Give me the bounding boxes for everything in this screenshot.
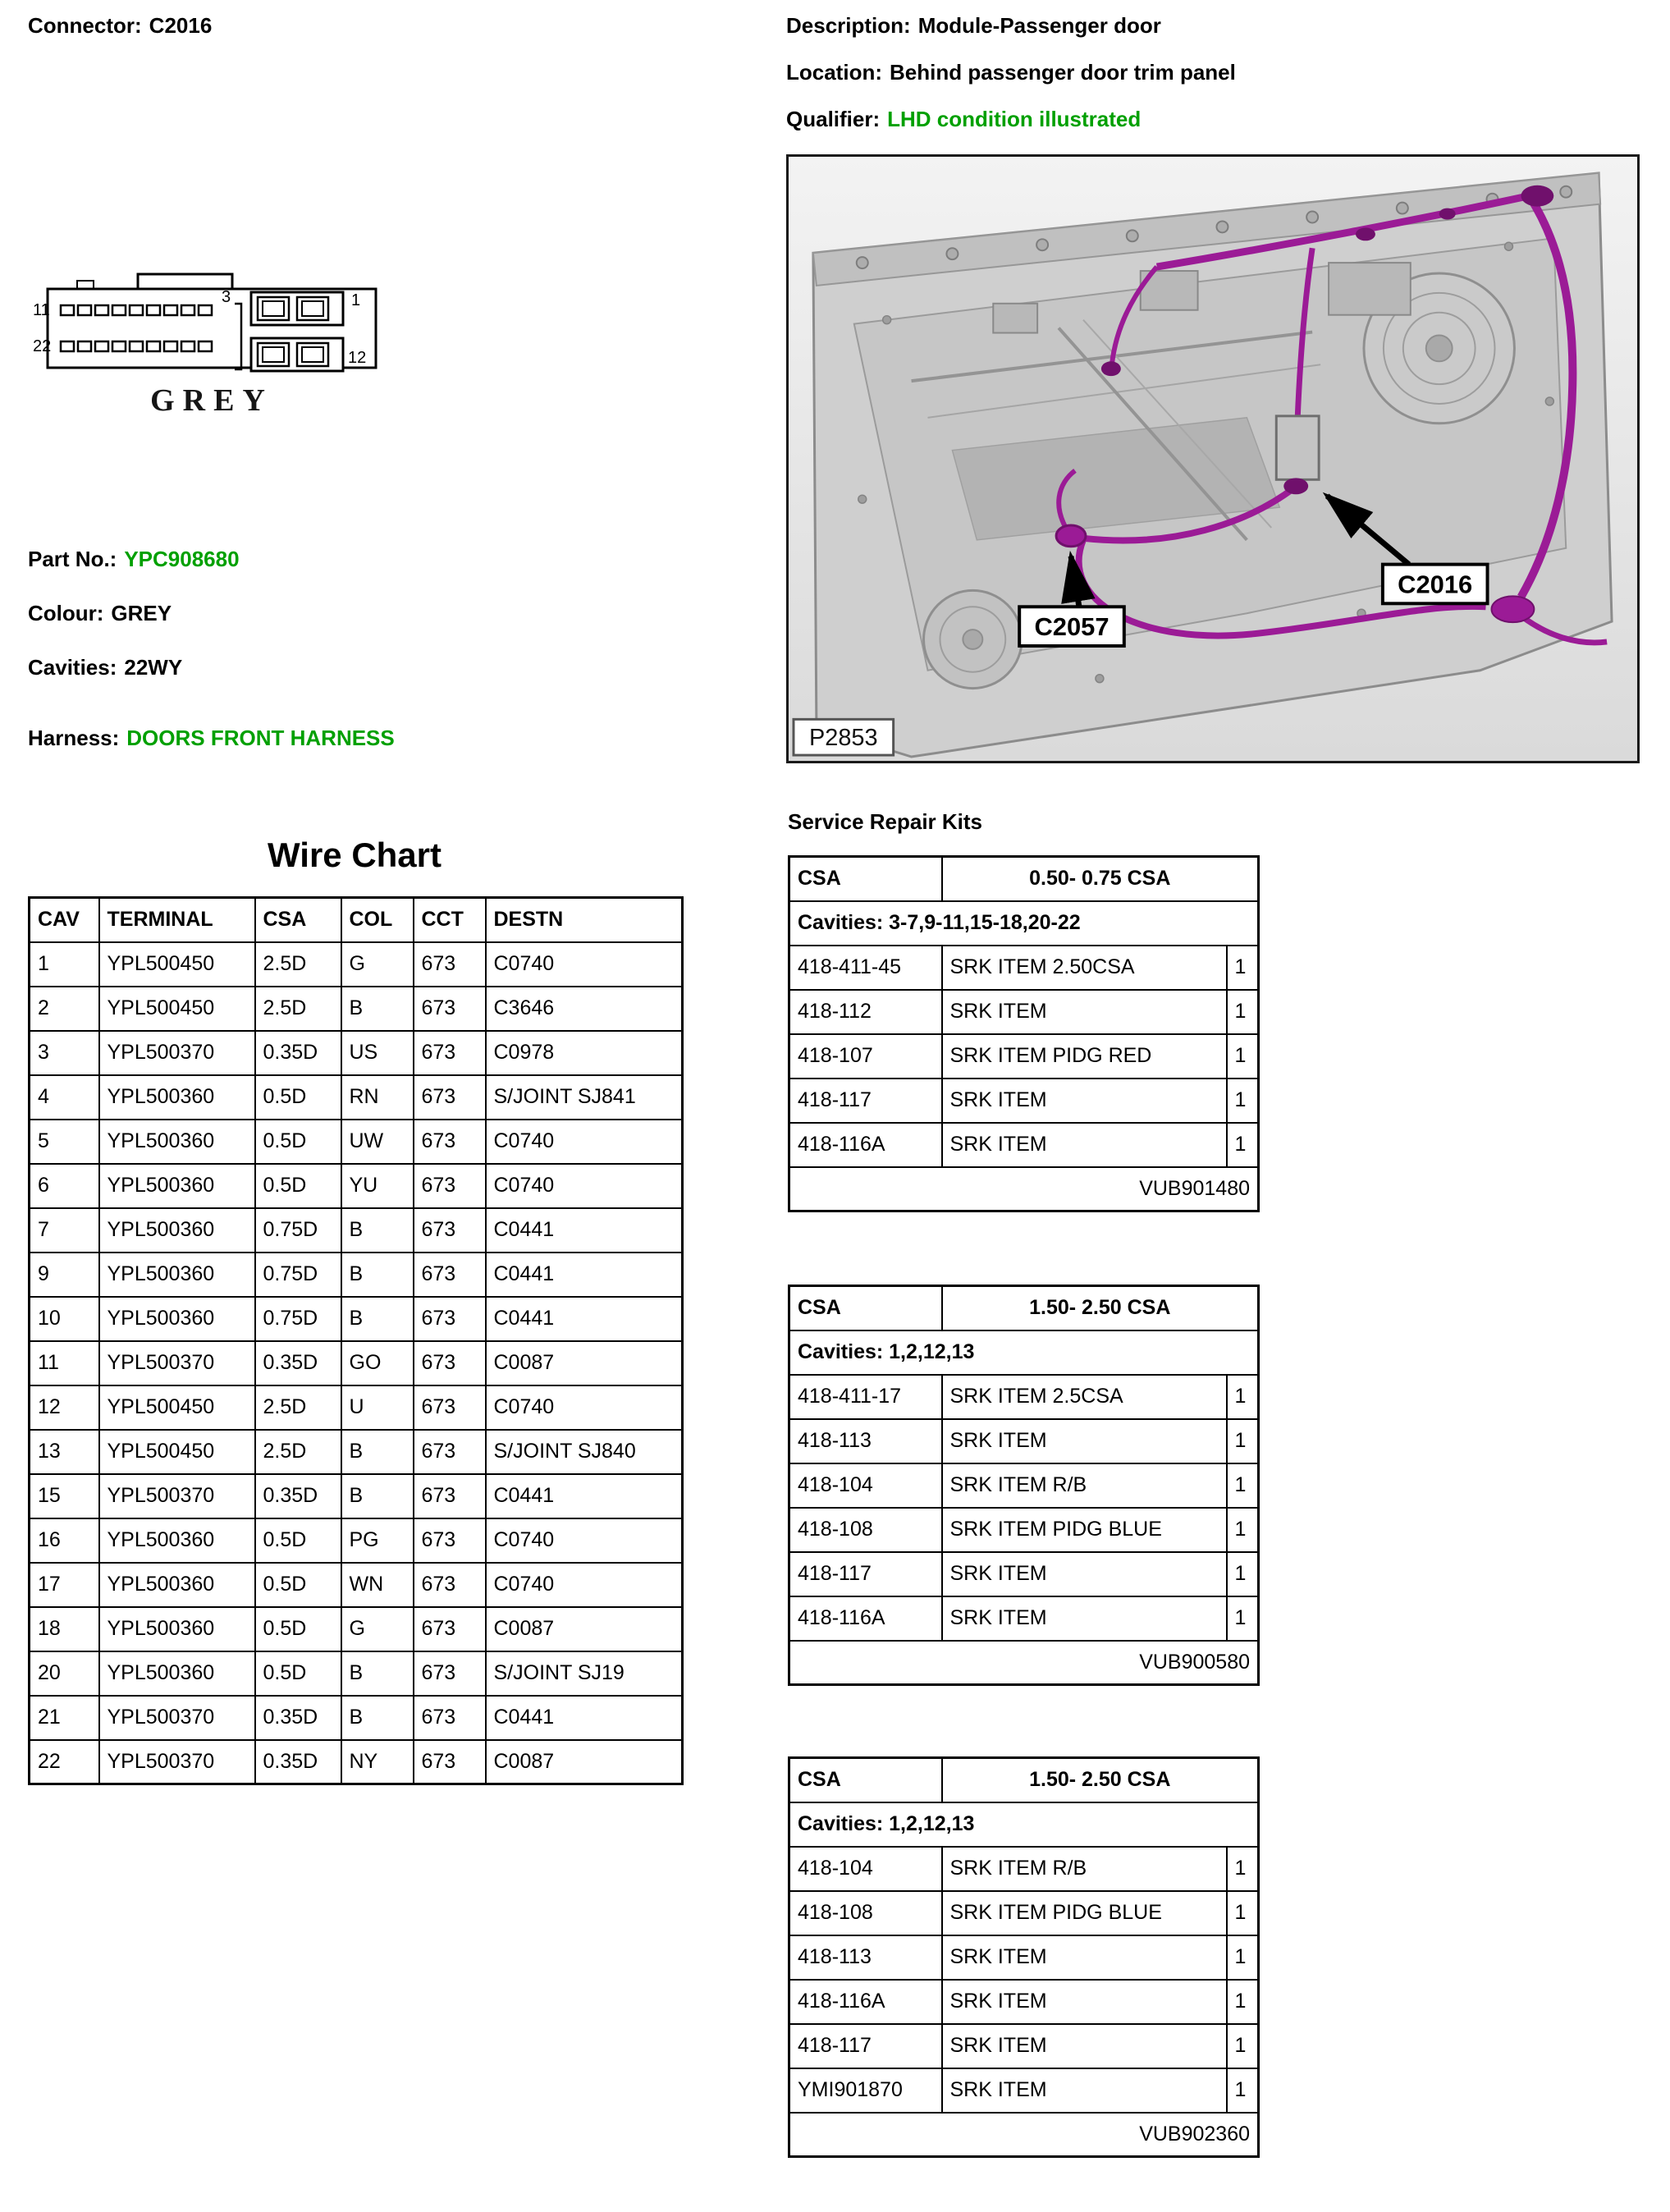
door-panel-figure [786,154,1640,763]
wire-chart-cell: 2.5D [255,1430,341,1474]
srk-cavities-row [789,901,1259,946]
connector-header [28,13,212,39]
srk-part-number: 418-116A [789,1596,942,1641]
connector-c2057-location [1056,525,1086,547]
wire-chart-cell: 2.5D [255,942,341,987]
srk-item-row [789,1847,1259,1891]
connector-pinout-diagram [33,271,419,394]
wire-chart-cell: PG [341,1518,414,1563]
srk-part-number: 418-117 [789,2024,942,2068]
wire-chart-cell: 673 [414,1607,486,1651]
srk-part-number: YMI901870 [789,2068,942,2113]
pin-label-11: 11 [33,301,50,319]
wire-chart-cell: 1 [30,942,99,987]
cavities-line [28,655,182,680]
cavities-value: 22WY [124,655,183,680]
srk-csa-range: 0.50- 0.75 CSA [942,857,1259,901]
wire-chart-row [30,1253,683,1297]
wire-chart-cell: 2.5D [255,1385,341,1430]
wire-chart-cell: S/JOINT SJ841 [486,1075,683,1120]
srk-item-row [789,1123,1259,1167]
wire-chart-cell: 22 [30,1740,99,1784]
wire-chart-cell: YPL500450 [99,987,255,1031]
location-label: Location: [786,60,882,85]
srk-item-description: SRK ITEM [942,1980,1227,2024]
wire-chart-cell: NY [341,1740,414,1784]
wire-chart-body [30,942,683,1784]
srk-item-row [789,1375,1259,1419]
srk-item-description: SRK ITEM R/B [942,1847,1227,1891]
wire-chart-cell: C0740 [486,1518,683,1563]
wire-chart-col-header: CCT [414,898,486,942]
wire-chart-row [30,942,683,987]
wire-chart-cell: 0.5D [255,1075,341,1120]
wire-chart-cell: 0.75D [255,1253,341,1297]
wire-chart-cell: C0978 [486,1031,683,1075]
srk-item-description: SRK ITEM R/B [942,1463,1227,1508]
wire-chart-cell: B [341,987,414,1031]
wire-chart-cell: 0.5D [255,1651,341,1696]
wire-chart-cell: C0740 [486,1385,683,1430]
srk-cavities: Cavities: 3-7,9-11,15-18,20-22 [789,901,1259,946]
srk-part-number: 418-104 [789,1847,942,1891]
wire-chart-cell: S/JOINT SJ840 [486,1430,683,1474]
wire-chart-row [30,1607,683,1651]
wire-chart-cell: 0.5D [255,1607,341,1651]
srk-table-body [789,1286,1259,1685]
wire-chart-cell: C0441 [486,1696,683,1740]
srk-item-description: SRK ITEM [942,2068,1227,2113]
wire-chart-cell: B [341,1253,414,1297]
srk-csa-range: 1.50- 2.50 CSA [942,1758,1259,1802]
connector-value: C2016 [149,13,213,38]
description-header [786,13,1236,132]
wire-chart-cell: B [341,1297,414,1341]
wire-chart-cell: C0740 [486,1164,683,1208]
wire-chart-cell: 12 [30,1385,99,1430]
wire-chart-cell: G [341,1607,414,1651]
callout-c2057 [1019,607,1124,646]
location-value: Behind passenger door trim panel [890,60,1236,85]
wire-chart-cell: YPL500450 [99,942,255,987]
wire-chart-cell: 6 [30,1164,99,1208]
wire-chart-cell: 5 [30,1120,99,1164]
wire-chart-cell: YPL500450 [99,1385,255,1430]
wire-chart-col-header: COL [341,898,414,942]
wire-chart-cell: YPL500370 [99,1341,255,1385]
srk-item-row [789,1552,1259,1596]
wire-chart-cell: 0.35D [255,1696,341,1740]
colour-line [28,601,172,626]
wire-chart-cell: 2 [30,987,99,1031]
harness-value: DOORS FRONT HARNESS [126,726,395,750]
wire-chart-cell: 673 [414,1430,486,1474]
wire-chart-row [30,1208,683,1253]
wire-chart-col-header: CSA [255,898,341,942]
wire-chart-row [30,1341,683,1385]
wire-chart-cell: YPL500370 [99,1474,255,1518]
srk-item-qty: 1 [1227,990,1259,1034]
wire-chart-cell: RN [341,1075,414,1120]
srk-item-row [789,946,1259,990]
wire-chart-cell: YPL500370 [99,1031,255,1075]
callout-c2016-label: C2016 [1398,570,1473,599]
wire-chart-cell: 673 [414,1208,486,1253]
srk-item-qty: 1 [1227,946,1259,990]
connector-label: Connector: [28,13,142,38]
srk-item-description: SRK ITEM [942,1419,1227,1463]
wire-chart-cell: C3646 [486,987,683,1031]
pin-label-1: 1 [351,291,361,309]
srk-item-row [789,2068,1259,2113]
srk-header-row [789,1758,1259,1802]
wire-chart-head-row [30,898,683,942]
srk-item-qty: 1 [1227,1980,1259,2024]
srk-part-number: 418-104 [789,1463,942,1508]
wire-chart-cell: 673 [414,1253,486,1297]
part-no-label: Part No.: [28,547,117,571]
wire-chart-row [30,1075,683,1120]
srk-item-description: SRK ITEM [942,1552,1227,1596]
large-cavities-top-block [251,292,343,325]
srk-item-row [789,1935,1259,1980]
wire-chart-cell: YPL500450 [99,1430,255,1474]
wire-chart-cell: G [341,942,414,987]
wire-chart-row [30,1385,683,1430]
srk-item-row [789,1079,1259,1123]
srk-footer-row [789,2113,1259,2157]
cavities-label: Cavities: [28,655,117,680]
wire-chart-cell: 0.5D [255,1164,341,1208]
wire-chart-cell: 673 [414,1651,486,1696]
wire-chart-cell: YPL500360 [99,1651,255,1696]
wire-chart-cell: YPL500360 [99,1607,255,1651]
wire-chart-cell: 673 [414,1164,486,1208]
description-label: Description: [786,13,911,38]
wire-chart-table [28,896,684,1785]
large-cavities-bottom-block [251,338,343,371]
wire-chart-cell: C0740 [486,1120,683,1164]
srk-part-number: 418-411-17 [789,1375,942,1419]
srk-item-qty: 1 [1227,1079,1259,1123]
wire-chart-cell: C0441 [486,1253,683,1297]
srk-header-row [789,1286,1259,1330]
description-line [786,13,1236,39]
small-cavities-bottom-row [61,341,212,351]
srk-part-number: 418-113 [789,1419,942,1463]
srk-table [788,855,1260,1212]
srk-cavities: Cavities: 1,2,12,13 [789,1330,1259,1375]
wire-chart-cell: 18 [30,1607,99,1651]
wire-chart-cell: 673 [414,1696,486,1740]
wire-chart-cell: 673 [414,1341,486,1385]
srk-item-description: SRK ITEM [942,1596,1227,1641]
wire-chart-cell: 0.5D [255,1120,341,1164]
pin-label-3: 3 [222,288,231,306]
wire-chart-cell: YU [341,1164,414,1208]
srk-item-row [789,2024,1259,2068]
wire-chart-cell: 20 [30,1651,99,1696]
srk-part-number: 418-116A [789,1123,942,1167]
wire-chart-cell: YPL500360 [99,1208,255,1253]
srk-item-row [789,1980,1259,2024]
harness-label: Harness: [28,726,120,750]
connector-c2016-location [1283,478,1308,494]
srk-item-description: SRK ITEM [942,990,1227,1034]
wire-chart-cell: 11 [30,1341,99,1385]
wire-chart-cell: C0740 [486,1563,683,1607]
wire-chart-cell: 673 [414,1297,486,1341]
srk-item-description: SRK ITEM 2.5CSA [942,1375,1227,1419]
srk-footer-row [789,1167,1259,1211]
wire-chart-cell: 673 [414,1474,486,1518]
connector-colour-label: GREY [150,383,273,418]
wire-chart-row [30,1651,683,1696]
srk-table-body [789,1758,1259,2157]
wire-chart-cell: C0441 [486,1297,683,1341]
srk-item-qty: 1 [1227,1123,1259,1167]
srk-item-qty: 1 [1227,1596,1259,1641]
srk-item-qty: 1 [1227,1891,1259,1935]
srk-item-row [789,1419,1259,1463]
wire-chart-row [30,1164,683,1208]
wire-chart-cell: C0087 [486,1740,683,1784]
srk-part-number: 418-108 [789,1508,942,1552]
wire-chart-cell: 10 [30,1297,99,1341]
srk-item-qty: 1 [1227,2024,1259,2068]
door-panel-photo [789,157,1637,761]
wire-chart-row [30,1563,683,1607]
wire-chart-cell: B [341,1696,414,1740]
wire-chart-cell: 673 [414,1518,486,1563]
srk-item-description: SRK ITEM PIDG BLUE [942,1508,1227,1552]
srk-item-row [789,1891,1259,1935]
colour-label: Colour: [28,601,104,625]
wire-chart-cell: B [341,1474,414,1518]
wire-chart-cell: C0441 [486,1474,683,1518]
pin-label-22: 22 [33,337,52,355]
callout-c2016 [1383,565,1488,604]
wire-chart-cell: 21 [30,1696,99,1740]
small-cavities-top-row [61,305,212,315]
wire-chart-cell: YPL500360 [99,1120,255,1164]
srk-cavities-row [789,1330,1259,1375]
wire-chart-cell: 17 [30,1563,99,1607]
srk-item-qty: 1 [1227,1935,1259,1980]
srk-part-number: 418-117 [789,1079,942,1123]
wire-chart-cell: 0.35D [255,1740,341,1784]
wire-chart-cell: 673 [414,1740,486,1784]
srk-item-qty: 1 [1227,2068,1259,2113]
srk-header-row [789,857,1259,901]
wire-chart-cell: GO [341,1341,414,1385]
wire-chart-cell: C0441 [486,1208,683,1253]
wire-chart-cell: 673 [414,1075,486,1120]
srk-part-number: 418-116A [789,1980,942,2024]
wire-chart-row [30,1696,683,1740]
wire-chart-cell: 0.35D [255,1031,341,1075]
qualifier-line [786,107,1236,132]
srk-part-number: 418-411-45 [789,946,942,990]
srk-item-description: SRK ITEM 2.50CSA [942,946,1227,990]
wire-chart-cell: YPL500360 [99,1563,255,1607]
service-repair-kits-title: Service Repair Kits [788,809,983,834]
wire-chart-row [30,1297,683,1341]
wire-chart-cell: 4 [30,1075,99,1120]
wire-chart-cell: 673 [414,942,486,987]
colour-value: GREY [111,601,172,625]
wire-chart-title: Wire Chart [268,836,442,874]
harness-line [28,726,395,751]
pin-label-12: 12 [348,349,367,367]
wire-chart-cell: WN [341,1563,414,1607]
wire-chart-col-header: DESTN [486,898,683,942]
wire-chart-cell: 0.35D [255,1341,341,1385]
srk-part-number: 418-107 [789,1034,942,1079]
wire-chart-cell: U [341,1385,414,1430]
srk-item-qty: 1 [1227,1419,1259,1463]
wire-chart-cell: 7 [30,1208,99,1253]
srk-csa-label: CSA [789,1758,942,1802]
wire-chart-cell: C0087 [486,1607,683,1651]
wire-chart-cell: 9 [30,1253,99,1297]
srk-item-description: SRK ITEM [942,1935,1227,1980]
srk-footer-row [789,1641,1259,1685]
srk-cavities-row [789,1802,1259,1847]
srk-item-description: SRK ITEM PIDG BLUE [942,1891,1227,1935]
srk-table [788,1756,1260,2158]
wire-chart-cell: B [341,1208,414,1253]
wire-chart-col-header: CAV [30,898,99,942]
photo-reference-label: P2853 [808,725,878,752]
wire-chart-cell: 0.75D [255,1297,341,1341]
callout-c2057-label: C2057 [1034,612,1110,642]
wire-chart-cell: B [341,1651,414,1696]
wire-chart-cell: 673 [414,1563,486,1607]
srk-item-row [789,1463,1259,1508]
wire-chart-cell: YPL500370 [99,1696,255,1740]
wire-chart-cell: C0740 [486,942,683,987]
srk-item-row [789,1508,1259,1552]
wire-chart-cell: YPL500360 [99,1253,255,1297]
srk-kit-number: VUB902360 [789,2113,1259,2157]
srk-item-qty: 1 [1227,1508,1259,1552]
wire-chart-cell: 15 [30,1474,99,1518]
wire-chart-cell: 3 [30,1031,99,1075]
wire-chart-cell: 13 [30,1430,99,1474]
qualifier-value: LHD condition illustrated [887,107,1142,131]
wire-chart-cell: YPL500360 [99,1164,255,1208]
wire-chart-cell: 0.5D [255,1518,341,1563]
srk-item-description: SRK ITEM [942,1123,1227,1167]
srk-kit-number: VUB901480 [789,1167,1259,1211]
wire-chart-cell: 16 [30,1518,99,1563]
srk-item-row [789,1034,1259,1079]
srk-item-row [789,1596,1259,1641]
srk-part-number: 418-117 [789,1552,942,1596]
srk-item-qty: 1 [1227,1375,1259,1419]
wire-chart-cell: US [341,1031,414,1075]
part-no-value: YPC908680 [124,547,240,571]
location-line [786,60,1236,85]
wire-chart-col-header: TERMINAL [99,898,255,942]
wire-chart-row [30,1474,683,1518]
wire-chart-cell: 673 [414,1031,486,1075]
srk-table [788,1285,1260,1686]
wire-chart-row [30,987,683,1031]
srk-item-qty: 1 [1227,1847,1259,1891]
wire-chart-cell: YPL500360 [99,1297,255,1341]
part-no-line [28,547,240,572]
srk-item-qty: 1 [1227,1463,1259,1508]
wire-chart-cell: B [341,1430,414,1474]
srk-csa-range: 1.50- 2.50 CSA [942,1286,1259,1330]
wire-chart-row [30,1120,683,1164]
wire-chart-cell: YPL500370 [99,1740,255,1784]
wire-chart-row [30,1031,683,1075]
wire-chart-cell: C0087 [486,1341,683,1385]
wire-chart-cell: 0.75D [255,1208,341,1253]
srk-cavities: Cavities: 1,2,12,13 [789,1802,1259,1847]
srk-kit-number: VUB900580 [789,1641,1259,1685]
srk-part-number: 418-112 [789,990,942,1034]
srk-csa-label: CSA [789,1286,942,1330]
srk-item-qty: 1 [1227,1034,1259,1079]
wire-chart-row [30,1430,683,1474]
wire-chart-cell: UW [341,1120,414,1164]
wire-chart-cell: 0.35D [255,1474,341,1518]
srk-item-description: SRK ITEM PIDG RED [942,1034,1227,1079]
srk-item-row [789,990,1259,1034]
wire-chart-row [30,1740,683,1784]
srk-table-body [789,857,1259,1211]
wire-chart-cell: 673 [414,1120,486,1164]
wire-chart-cell: 673 [414,1385,486,1430]
srk-part-number: 418-113 [789,1935,942,1980]
wire-chart-cell: 0.5D [255,1563,341,1607]
photo-reference [794,719,894,755]
wire-chart-cell: YPL500360 [99,1075,255,1120]
wire-chart-row [30,1518,683,1563]
wire-chart-cell: 2.5D [255,987,341,1031]
srk-item-qty: 1 [1227,1552,1259,1596]
srk-item-description: SRK ITEM [942,2024,1227,2068]
srk-part-number: 418-108 [789,1891,942,1935]
srk-csa-label: CSA [789,857,942,901]
wire-chart-cell: 673 [414,987,486,1031]
wire-chart-cell: S/JOINT SJ19 [486,1651,683,1696]
description-value: Module-Passenger door [917,13,1161,38]
qualifier-label: Qualifier: [786,107,881,131]
wire-chart-cell: YPL500360 [99,1518,255,1563]
srk-item-description: SRK ITEM [942,1079,1227,1123]
